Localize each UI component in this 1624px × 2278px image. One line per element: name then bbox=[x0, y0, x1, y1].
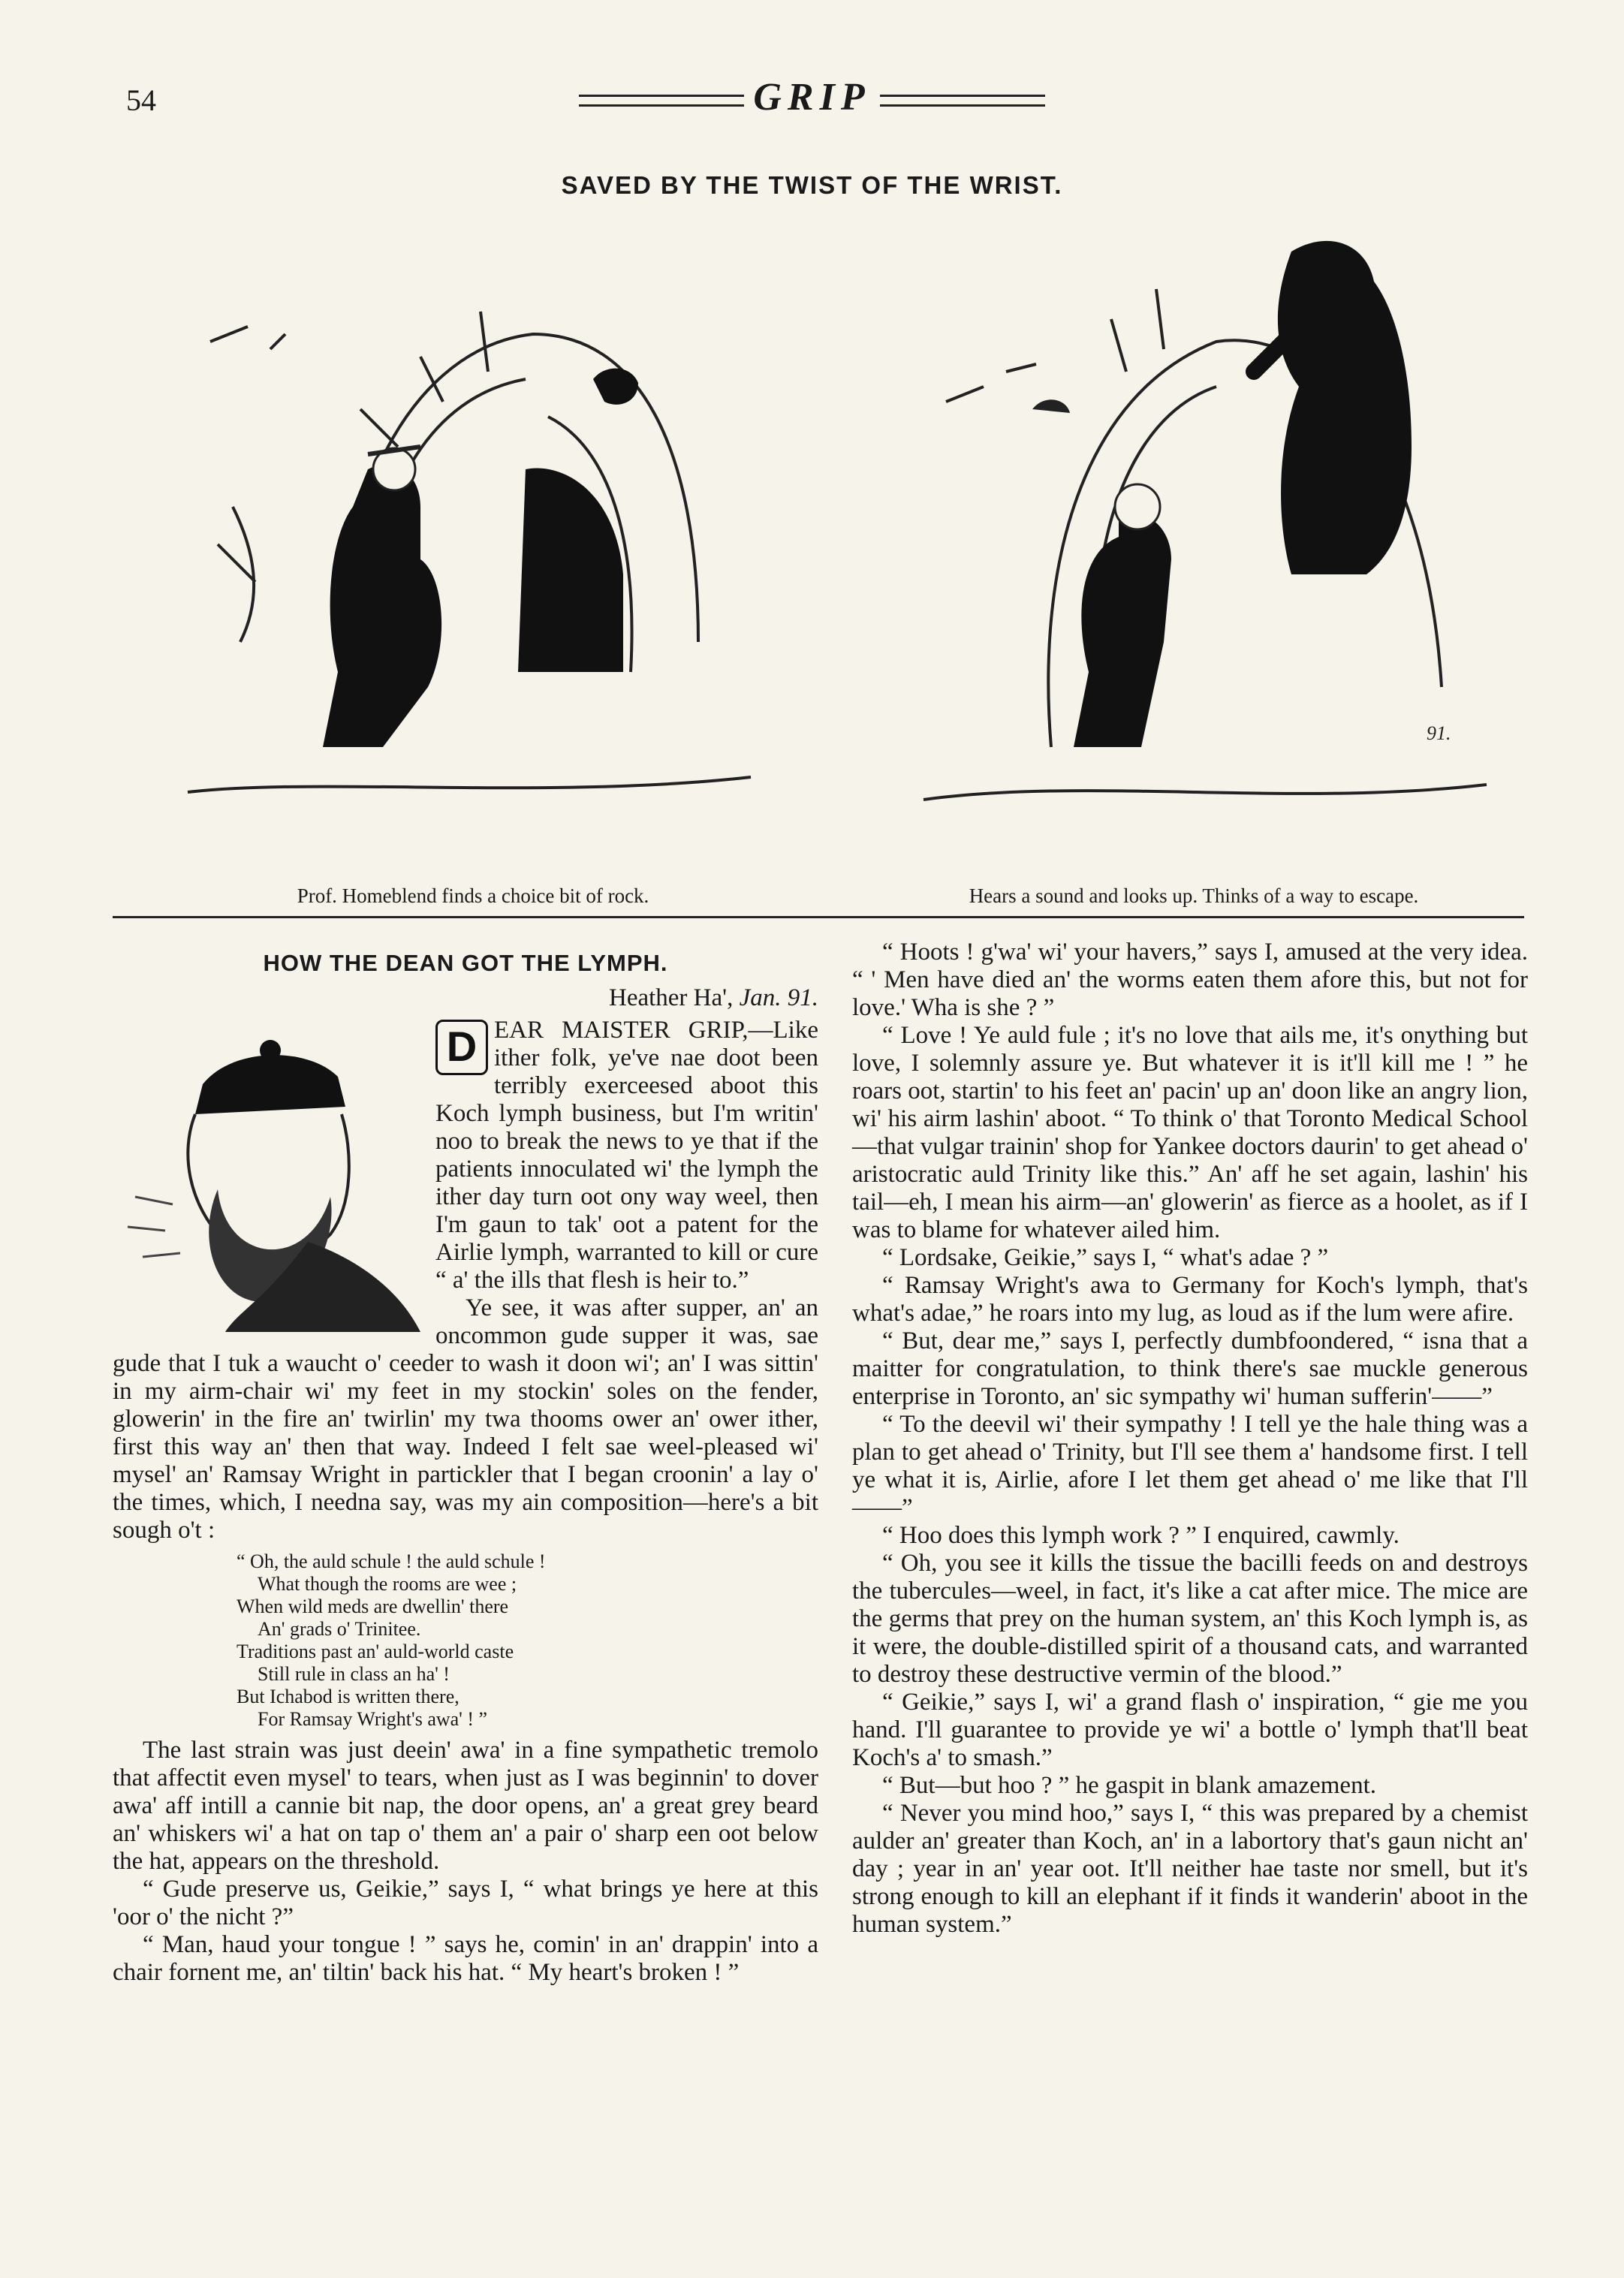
article-paragraph-4: “ Gude preserve us, Geikie,” says I, “ what brings ye here at this 'oor o' the nicht ?” bbox=[113, 1876, 818, 1930]
page-number: 54 bbox=[126, 83, 156, 117]
article-paragraph-15: “ But—but hoo ? ” he gaspit in blank amazement. bbox=[882, 1772, 1376, 1799]
cartoon-signature: 91. bbox=[1427, 722, 1451, 744]
cartoon-title: SAVED BY THE TWIST OF THE WRIST. bbox=[561, 171, 1063, 199]
masthead-rule-left bbox=[579, 95, 744, 107]
section-divider bbox=[113, 916, 1524, 918]
article-column-right bbox=[852, 939, 1528, 1939]
article-paragraph-16: “ Never you mind hoo,” says I, “ this was prepared by a chemist aulder an' greater than Koch, an' in a labortory that's gaun nicht an' day ; year in an' year oot. It'll neither hae taste nor smell, but it's strong enough to kill an elephant if it finds it wanderin' aboot in the human system.” bbox=[852, 1800, 1528, 1938]
dateline bbox=[113, 984, 818, 1012]
article-title: HOW THE DEAN GOT THE LYMPH. bbox=[263, 950, 668, 976]
dateline-date: Jan. 91. bbox=[739, 984, 818, 1011]
article-paragraph-7: “ Love ! Ye auld fule ; it's no love that ails me, it's onything but love, I solemnly assure ye. But whatever it is it'll kill me ! ” he roars oot, startin' to his feet an' pacin' up an' doon like an angry lion, wi' his airm lashin' aboot. “ To think o' that Toronto Medical School—that vulgar trainin' shop for Yankee doctors daurin' to get ahead o' aristocratic auld Trinity like this.” An' aff he set again, lashin' his tail—eh, I mean his airm—an' glowerin' as fierce as a hoolet, as if I was to blame for whatever ailed him. bbox=[852, 1022, 1528, 1243]
caption-left: Prof. Homeblend finds a choice bit of rock. bbox=[297, 884, 649, 907]
verse-line: Still rule in class an ha' ! bbox=[258, 1663, 450, 1685]
verse-line: An' grads o' Trinitee. bbox=[258, 1618, 421, 1640]
caption-right: Hears a sound and looks up. Thinks of a way to escape. bbox=[969, 884, 1419, 907]
cartoon-panel-left bbox=[173, 221, 766, 882]
article-paragraph-3: The last strain was just deein' awa' in a fine sympathetic tremolo that affectit even mysel' to tears, when just as I was beginnin' to dover awa' aff intill a cannie bit nap, the door opens, an' a great grey beard an' whiskers wi' a hat on tap o' them an' a pair o' sharp een oot below the hat, appears on the threshold. bbox=[113, 1737, 818, 1875]
dateline-place: Heather Ha', bbox=[608, 984, 734, 1011]
professor-at-rock-illustration bbox=[173, 221, 766, 882]
masthead-rule-right bbox=[880, 95, 1045, 107]
drop-cap: D bbox=[435, 1020, 488, 1075]
verse-line: What though the rooms are wee ; bbox=[258, 1573, 517, 1595]
verse-line: But Ichabod is written there, bbox=[237, 1686, 459, 1707]
verse-line: For Ramsay Wright's awa' ! ” bbox=[258, 1708, 488, 1730]
article-paragraph-6: “ Hoots ! g'wa' wi' your havers,” says I, amused at the very idea. “ ' Men have died an' the worms eaten them afore this, but not for love.' Wha is she ? ” bbox=[852, 939, 1528, 1021]
verse-line: “ Oh, the auld schule ! the auld schule ! bbox=[237, 1550, 546, 1572]
verse bbox=[237, 1550, 818, 1731]
verse-line: Traditions past an' auld-world caste bbox=[237, 1641, 514, 1662]
article-paragraph-12: “ Hoo does this lymph work ? ” I enquired, cawmly. bbox=[882, 1522, 1400, 1549]
article-paragraph-14: “ Geikie,” says I, wi' a grand flash o' inspiration, “ gie me you hand. I'll guarantee to provide ye wi' a bottle o' lymph that'll beat Koch's a' to smash.” bbox=[852, 1689, 1528, 1771]
article-paragraph-8: “ Lordsake, Geikie,” says I, “ what's adae ? ” bbox=[882, 1244, 1329, 1271]
article-paragraph-2: Ye see, it was after supper, an' an oncommon gude supper it was, sae gude that I tuk a waucht o' ceeder to wash it doon wi'; an' I was sittin' in my airm-chair wi' my feet in my stockin' soles on the fender, glowerin' in the fire an' twirlin' my twa thooms ower an' ower ither, first this way an' then that way. Indeed I felt sae weel-pleased wi' mysel' an' Ramsay Wright in partickler that I began croonin' a lay o' the times, which, I needna say, was my ain composition—here's a bit sough o't : bbox=[113, 1294, 818, 1544]
article-paragraph-5: “ Man, haud your tongue ! ” says he, comin' in an' drappin' into a chair fornent me, an' tiltin' back his hat. “ My heart's broken ! ” bbox=[113, 1931, 818, 1986]
article-paragraph-11: “ To the deevil wi' their sympathy ! I tell ye the hale thing was a plan to get ahead o' Trinity, but I'll see them a' handsome first. I tell ye what it is, Airlie, afore I let them get ahead o' me like that I'll——” bbox=[852, 1411, 1528, 1521]
bearded-man-portrait-illustration bbox=[113, 1017, 428, 1332]
cartoon-panel-right bbox=[901, 221, 1494, 882]
article-paragraph-9: “ Ramsay Wright's awa to Germany for Koch's lymph, that's what's adae,” he roars into my lug, as loud as if the lum were afire. bbox=[852, 1272, 1528, 1327]
article-paragraph-10: “ But, dear me,” says I, perfectly dumbfoondered, “ isna that a maitter for congratulation, to think there's sae muckle generous enterprise in Toronto, an' sic sympathy wi' human sufferin'——” bbox=[852, 1327, 1528, 1410]
verse-line: When wild meds are dwellin' there bbox=[237, 1596, 509, 1617]
masthead-title: GRIP bbox=[753, 76, 871, 119]
professor-and-bear-illustration bbox=[901, 221, 1494, 882]
article-paragraph-13: “ Oh, you see it kills the tissue the bacilli feeds on and destroys the tubercules—weel, in fact, it's like a cat after mice. The mice are the germs that prey on the human system, an' this Koch lymph is, as it were, the double-distilled spirit of a thousand cats, and warranted to destroy these destructive vermin of the blood.” bbox=[852, 1550, 1528, 1688]
article-column-left bbox=[113, 939, 818, 1987]
article-paragraph-1: EAR MAISTER GRIP,—Like ither folk, ye've nae doot been terribly exerceesed aboot this Koch lymph business, but I'm writin' noo to break the news to ye that if the patients innoculated wi' the lymph the ither day turn oot ony way weel, then I'm gaun to tak' oot a patent for the Airlie lymph, warranted to kill or cure “ a' the ills that flesh is heir to.” bbox=[435, 1017, 818, 1294]
masthead bbox=[0, 75, 1624, 119]
